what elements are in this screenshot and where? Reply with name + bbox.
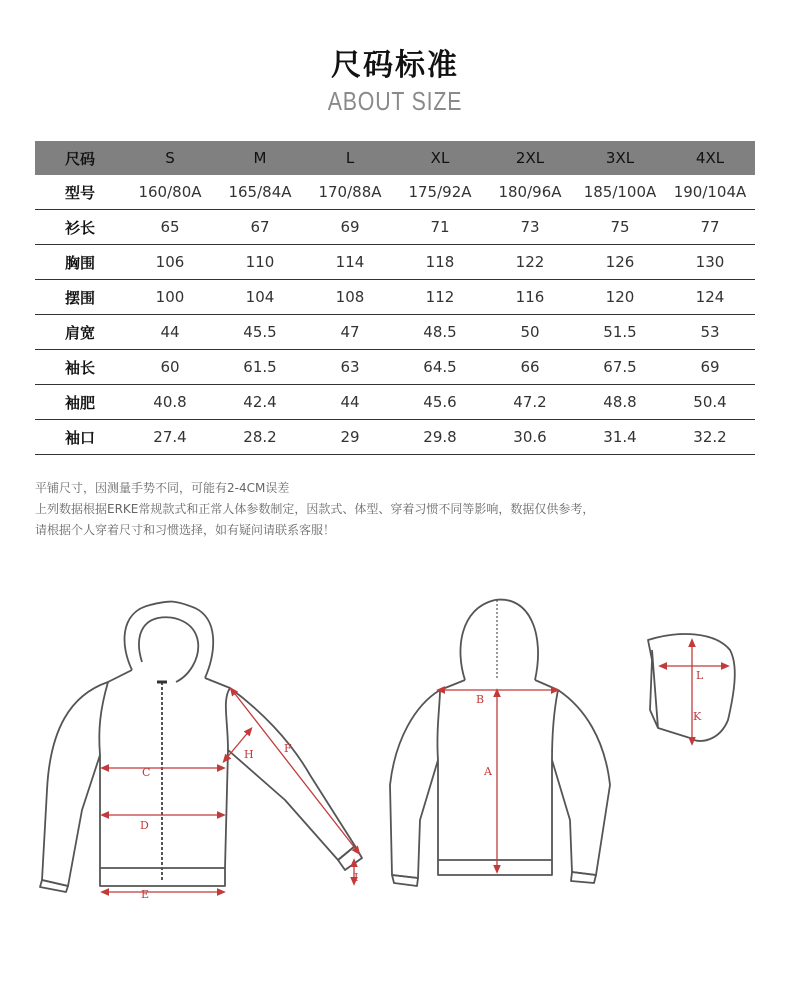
row-label-cell: 摆围 — [35, 280, 125, 315]
value-cell: 116 — [485, 280, 575, 315]
value-cell: 69 — [665, 350, 755, 385]
value-cell: 45.6 — [395, 385, 485, 420]
value-cell: 60 — [125, 350, 215, 385]
header-cell: 2XL — [485, 141, 575, 175]
value-cell: 47 — [305, 315, 395, 350]
value-cell: 73 — [485, 210, 575, 245]
page-title: 尺码标准 — [331, 48, 459, 83]
value-cell: 165/84A — [215, 175, 305, 210]
value-cell: 67 — [215, 210, 305, 245]
value-cell: 126 — [575, 245, 665, 280]
size-table-row — [35, 385, 755, 420]
value-cell: 32.2 — [665, 420, 755, 455]
header-cell: S — [125, 141, 215, 175]
header-cell: M — [215, 141, 305, 175]
size-table-row — [35, 315, 755, 350]
value-cell: 67.5 — [575, 350, 665, 385]
value-cell: 29 — [305, 420, 395, 455]
value-cell: 170/88A — [305, 175, 395, 210]
value-cell: 29.8 — [395, 420, 485, 455]
value-cell: 28.2 — [215, 420, 305, 455]
header-cell: 4XL — [665, 141, 755, 175]
measure-label-d: D — [140, 819, 149, 832]
value-cell: 31.4 — [575, 420, 665, 455]
back-jacket-illustration — [390, 600, 610, 886]
value-cell: 48.5 — [395, 315, 485, 350]
value-cell: 122 — [485, 245, 575, 280]
value-cell: 65 — [125, 210, 215, 245]
measurement-diagram — [0, 590, 790, 920]
note-line: 平铺尺寸，因测量手势不同，可能有2-4CM误差 — [35, 481, 290, 495]
value-cell: 118 — [395, 245, 485, 280]
value-cell: 114 — [305, 245, 395, 280]
measure-label-k: K — [693, 710, 702, 723]
hood-measure-lines — [662, 642, 726, 742]
header-cell: 3XL — [575, 141, 665, 175]
value-cell: 27.4 — [125, 420, 215, 455]
value-cell: 44 — [305, 385, 395, 420]
value-cell: 48.8 — [575, 385, 665, 420]
measure-label-e: E — [141, 888, 150, 901]
value-cell: 40.8 — [125, 385, 215, 420]
size-table-row — [35, 210, 755, 245]
value-cell: 63 — [305, 350, 395, 385]
value-cell: 75 — [575, 210, 665, 245]
value-cell: 71 — [395, 210, 485, 245]
row-label-cell: 袖口 — [35, 420, 125, 455]
value-cell: 53 — [665, 315, 755, 350]
size-table-row — [35, 350, 755, 385]
value-cell: 51.5 — [575, 315, 665, 350]
size-table-row — [35, 420, 755, 455]
size-table — [35, 141, 755, 455]
value-cell: 50.4 — [665, 385, 755, 420]
measure-label-b: B — [476, 693, 485, 706]
value-cell: 50 — [485, 315, 575, 350]
page-subtitle: ABOUT SIZE — [327, 86, 463, 116]
size-table-header-row — [35, 141, 755, 175]
size-table-row — [35, 280, 755, 315]
measure-label-c: C — [142, 766, 151, 779]
value-cell: 190/104A — [665, 175, 755, 210]
row-label-cell: 衫长 — [35, 210, 125, 245]
value-cell: 120 — [575, 280, 665, 315]
value-cell: 77 — [665, 210, 755, 245]
value-cell: 180/96A — [485, 175, 575, 210]
measure-label-i: I — [354, 871, 359, 884]
measure-label-a: A — [484, 765, 492, 778]
header-cell: XL — [395, 141, 485, 175]
note-line: 请根据个人穿着尺寸和习惯选择，如有疑问请联系客服！ — [35, 523, 336, 537]
value-cell: 44 — [125, 315, 215, 350]
value-cell: 64.5 — [395, 350, 485, 385]
value-cell: 66 — [485, 350, 575, 385]
header-cell: L — [305, 141, 395, 175]
value-cell: 175/92A — [395, 175, 485, 210]
row-label-cell: 袖长 — [35, 350, 125, 385]
size-table-row — [35, 175, 755, 210]
value-cell: 124 — [665, 280, 755, 315]
row-label-cell: 袖肥 — [35, 385, 125, 420]
value-cell: 130 — [665, 245, 755, 280]
value-cell: 69 — [305, 210, 395, 245]
header-cell: 尺码 — [35, 141, 125, 175]
value-cell: 108 — [305, 280, 395, 315]
value-cell: 104 — [215, 280, 305, 315]
value-cell: 112 — [395, 280, 485, 315]
value-cell: 110 — [215, 245, 305, 280]
size-table-row — [35, 245, 755, 280]
size-notes — [35, 478, 755, 541]
value-cell: 30.6 — [485, 420, 575, 455]
row-label-cell: 胸围 — [35, 245, 125, 280]
measure-label-h: H — [244, 748, 254, 761]
row-label-cell: 型号 — [35, 175, 125, 210]
front-jacket-illustration — [40, 602, 362, 892]
value-cell: 47.2 — [485, 385, 575, 420]
measure-label-l: L — [696, 669, 704, 682]
measure-label-f: F — [284, 742, 292, 755]
value-cell: 160/80A — [125, 175, 215, 210]
value-cell: 61.5 — [215, 350, 305, 385]
value-cell: 100 — [125, 280, 215, 315]
value-cell: 106 — [125, 245, 215, 280]
value-cell: 185/100A — [575, 175, 665, 210]
back-measure-lines — [440, 690, 556, 870]
value-cell: 45.5 — [215, 315, 305, 350]
row-label-cell: 肩宽 — [35, 315, 125, 350]
value-cell: 42.4 — [215, 385, 305, 420]
note-line: 上列数据根据ERKE常规款式和正常人体参数制定，因款式、体型、穿着习惯不同等影响，数据仅供参考， — [35, 502, 595, 516]
